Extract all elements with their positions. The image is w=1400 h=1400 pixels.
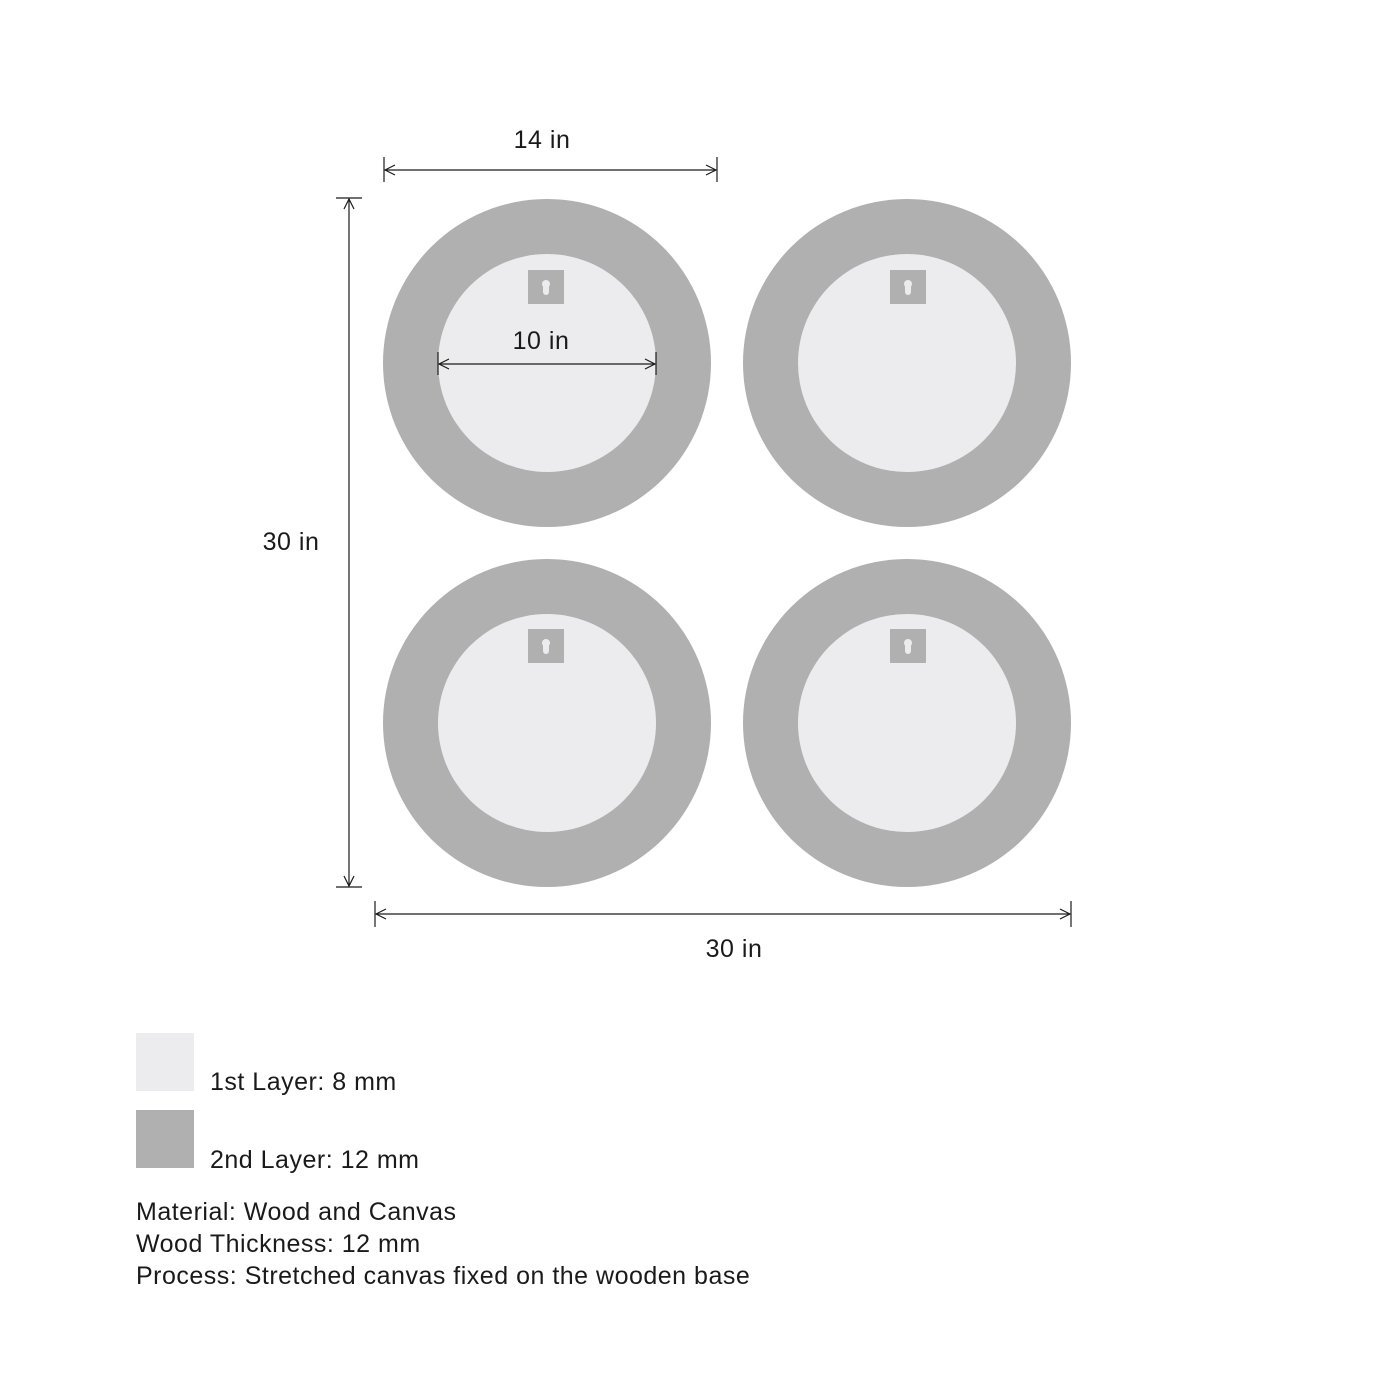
dimension-inner-diameter-label: 10 in bbox=[512, 327, 570, 355]
spec-material: Material: Wood and Canvas bbox=[136, 1198, 457, 1226]
legend-swatch-layer1 bbox=[136, 1033, 194, 1091]
keyhole-hanger-icon bbox=[528, 270, 564, 304]
legend-swatch-layer2 bbox=[136, 1110, 194, 1168]
legend-label-layer1: 1st Layer: 8 mm bbox=[210, 1068, 397, 1096]
dimension-bottom-width bbox=[375, 901, 1071, 963]
dimension-top-width bbox=[384, 126, 717, 182]
dimension-top-width-label: 14 in bbox=[513, 126, 571, 154]
circle-panel-bottom-left bbox=[383, 559, 711, 887]
keyhole-hanger-icon bbox=[528, 629, 564, 663]
spec-process: Process: Stretched canvas fixed on the wooden base bbox=[136, 1262, 751, 1290]
circle-panel-top-right bbox=[743, 199, 1071, 527]
legend-label-layer2: 2nd Layer: 12 mm bbox=[210, 1146, 420, 1174]
circle-panel-top-left bbox=[383, 199, 711, 527]
product-specs bbox=[136, 1196, 750, 1292]
spec-thickness: Wood Thickness: 12 mm bbox=[136, 1230, 421, 1258]
dimension-left-height-label: 30 in bbox=[262, 528, 320, 556]
dimension-bottom-width-label: 30 in bbox=[705, 935, 763, 963]
circle-panel-bottom-right bbox=[743, 559, 1071, 887]
keyhole-hanger-icon bbox=[890, 629, 926, 663]
dimension-left-height bbox=[263, 198, 362, 887]
keyhole-hanger-icon bbox=[890, 270, 926, 304]
